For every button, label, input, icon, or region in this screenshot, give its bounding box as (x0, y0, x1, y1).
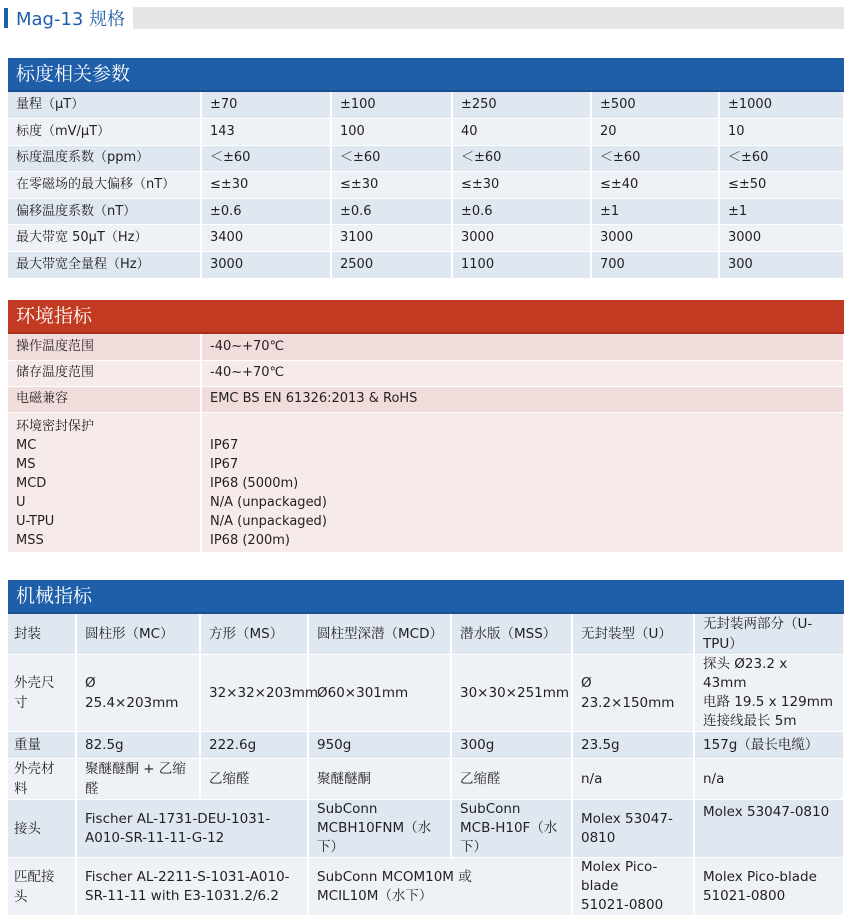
table-cell: ＜±60 (201, 145, 331, 172)
table-cell: 30×30×251mm (451, 655, 572, 732)
table-row (8, 732, 844, 759)
cell-line: A010-SR-11-11-G-12 (85, 829, 225, 846)
table-cell: ±1 (591, 198, 719, 225)
table-cell (694, 858, 844, 916)
table-row (8, 172, 844, 199)
cell-line: Molex 53047- (581, 810, 673, 827)
table-cell: 82.5g (76, 732, 200, 759)
sealing-model: U-TPU (16, 513, 55, 529)
mechanical-heading: 机械指标 (8, 580, 844, 614)
environment-section (8, 300, 844, 553)
cell-line: Fischer AL-1731-DEU-1031- (85, 810, 271, 827)
table-header-row (8, 614, 844, 655)
row-label: 电磁兼容 (8, 386, 201, 412)
column-header: 无封装两部分（U-TPU） (694, 614, 844, 655)
table-cell: 3000 (591, 225, 719, 252)
row-label: 环境密封保护 (16, 418, 95, 434)
sealing-rating: IP68 (200m) (210, 532, 290, 548)
table-cell: ±0.6 (201, 198, 331, 225)
title-accent-bar (4, 8, 8, 28)
table-cell: ±1 (719, 198, 844, 225)
table-cell: Ø 23.2×150mm (572, 655, 694, 732)
table-cell: 聚醚醚酮 (308, 759, 451, 800)
row-label: 重量 (8, 732, 76, 759)
table-cell (572, 800, 694, 858)
table-cell: ＜±60 (331, 145, 452, 172)
table-row (8, 759, 844, 800)
row-label: 最大带宽全量程（Hz） (8, 252, 201, 279)
cell-line: SubConn MCOM10M 或 (317, 868, 472, 885)
table-cell: n/a (572, 759, 694, 800)
row-label: 操作温度范围 (8, 334, 201, 360)
table-cell: 3400 (201, 225, 331, 252)
cell-line: Molex Pico-blade (581, 859, 658, 894)
table-cell: ±0.6 (452, 198, 591, 225)
table-cell: n/a (694, 759, 844, 800)
document-title: Mag-13 规格 (16, 9, 126, 30)
table-cell: 聚醚醚酮 + 乙缩醛 (76, 759, 200, 800)
table-cell: ±250 (452, 92, 591, 119)
row-label: 最大带宽 50μT（Hz） (8, 225, 201, 252)
cell-line: SubConn (460, 801, 521, 817)
table-cell: 2500 (331, 252, 452, 279)
table-row (8, 92, 844, 119)
table-cell: 40 (452, 119, 591, 146)
sealing-labels (8, 412, 201, 552)
environment-table (8, 334, 845, 553)
table-row (8, 225, 844, 252)
table-cell: 乙缩醛 (200, 759, 308, 800)
table-cell: ±70 (201, 92, 331, 119)
title-rule (133, 7, 844, 29)
sealing-rating: IP68 (5000m) (210, 475, 299, 491)
table-cell: 100 (331, 119, 452, 146)
table-cell: 157g（最长电缆） (694, 732, 844, 759)
table-cell: 1100 (452, 252, 591, 279)
cell-line: 连接线最长 5m (703, 713, 797, 729)
sealing-model: U (16, 494, 26, 510)
table-cell: EMC BS EN 61326:2013 & RoHS (201, 386, 844, 412)
table-cell: ＜±60 (591, 145, 719, 172)
cell-line: MCB-H10F（水下） (460, 820, 558, 855)
column-header: 封装 (8, 614, 76, 655)
table-cell: ≤±30 (331, 172, 452, 199)
table-row (8, 360, 844, 386)
row-label: 接头 (8, 800, 76, 858)
table-cell: ±1000 (719, 92, 844, 119)
row-label: 标度温度系数（ppm） (8, 145, 201, 172)
table-cell: 700 (591, 252, 719, 279)
table-cell: ＜±60 (452, 145, 591, 172)
environment-heading: 环境指标 (8, 300, 844, 334)
cell-line: MCIL10M（水下） (317, 887, 433, 904)
calibration-section (8, 58, 844, 279)
column-header: 无封装型（U） (572, 614, 694, 655)
table-row (8, 119, 844, 146)
table-row (8, 198, 844, 225)
table-cell (694, 655, 844, 732)
table-row (8, 655, 844, 732)
cell-line: SubConn (317, 801, 378, 817)
table-row (8, 252, 844, 279)
table-cell: Molex 53047-0810 (694, 800, 844, 858)
sealing-model: MS (16, 456, 36, 472)
cell-line: 探头 Ø23.2 x 43mm (703, 656, 788, 691)
table-cell: 32×32×203mm (200, 655, 308, 732)
table-cell (76, 800, 308, 858)
table-cell: 3000 (201, 252, 331, 279)
table-cell: ≤±50 (719, 172, 844, 199)
row-label: 外壳材料 (8, 759, 76, 800)
sealing-rating: IP67 (210, 456, 239, 472)
table-row (8, 334, 844, 360)
cell-line: Fischer AL-2211-S-1031-A010- (85, 868, 290, 885)
table-cell (572, 858, 694, 916)
mechanical-section (8, 580, 844, 916)
cell-line: Molex Pico-blade (703, 868, 817, 885)
table-cell: ＜±60 (719, 145, 844, 172)
table-cell: 3000 (719, 225, 844, 252)
table-cell (308, 858, 572, 916)
table-cell: 3000 (452, 225, 591, 252)
table-cell: 乙缩醛 (451, 759, 572, 800)
table-row (8, 412, 844, 552)
table-cell: -40~+70℃ (201, 360, 844, 386)
calibration-table (8, 92, 845, 279)
table-cell: 20 (591, 119, 719, 146)
table-cell (76, 858, 308, 916)
table-cell: 10 (719, 119, 844, 146)
table-cell: ±0.6 (331, 198, 452, 225)
sealing-values (201, 412, 844, 552)
table-cell: 300g (451, 732, 572, 759)
row-label: 在零磁场的最大偏移（nT） (8, 172, 201, 199)
table-row (8, 145, 844, 172)
table-cell: ±500 (591, 92, 719, 119)
cell-line: 0810 (581, 829, 616, 846)
sealing-rating: IP67 (210, 437, 239, 453)
table-cell: Ø60×301mm (308, 655, 451, 732)
table-cell: 3100 (331, 225, 452, 252)
row-label: 标度（mV/μT） (8, 119, 201, 146)
row-label: 量程（μT） (8, 92, 201, 119)
column-header: 方形（MS） (200, 614, 308, 655)
table-cell: ±100 (331, 92, 452, 119)
cell-line: MCBH10FNM（水下） (317, 820, 432, 855)
cell-line: 51021-0800 (581, 897, 664, 913)
sealing-model: MSS (16, 532, 44, 548)
table-cell: 143 (201, 119, 331, 146)
table-cell: ≤±30 (201, 172, 331, 199)
table-cell: Ø 25.4×203mm (76, 655, 200, 732)
calibration-heading: 标度相关参数 (8, 58, 844, 92)
cell-line: 51021-0800 (703, 887, 786, 904)
table-row (8, 386, 844, 412)
column-header: 圆柱形（MC） (76, 614, 200, 655)
table-cell: -40~+70℃ (201, 334, 844, 360)
sealing-rating: N/A (unpackaged) (210, 513, 327, 529)
document-title-bar (4, 6, 844, 30)
row-label: 匹配接头 (8, 858, 76, 916)
cell-line: SR-11-11 with E3-1031.2/6.2 (85, 887, 279, 904)
table-cell: 23.5g (572, 732, 694, 759)
table-cell: ≤±30 (452, 172, 591, 199)
table-cell: 300 (719, 252, 844, 279)
sealing-model: MCD (16, 475, 47, 491)
table-row (8, 858, 844, 916)
table-cell (451, 800, 572, 858)
column-header: 圆柱型深潜（MCD） (308, 614, 451, 655)
table-row (8, 800, 844, 858)
table-cell (308, 800, 451, 858)
sealing-model: MC (16, 437, 37, 453)
cell-line: 电路 19.5 x 129mm (703, 694, 833, 710)
mechanical-table (8, 614, 845, 916)
row-label: 偏移温度系数（nT） (8, 198, 201, 225)
table-cell: ≤±40 (591, 172, 719, 199)
row-label: 储存温度范围 (8, 360, 201, 386)
column-header: 潜水版（MSS） (451, 614, 572, 655)
table-cell: 950g (308, 732, 451, 759)
table-cell: 222.6g (200, 732, 308, 759)
sealing-rating: N/A (unpackaged) (210, 494, 327, 510)
row-label: 外壳尺寸 (8, 655, 76, 732)
